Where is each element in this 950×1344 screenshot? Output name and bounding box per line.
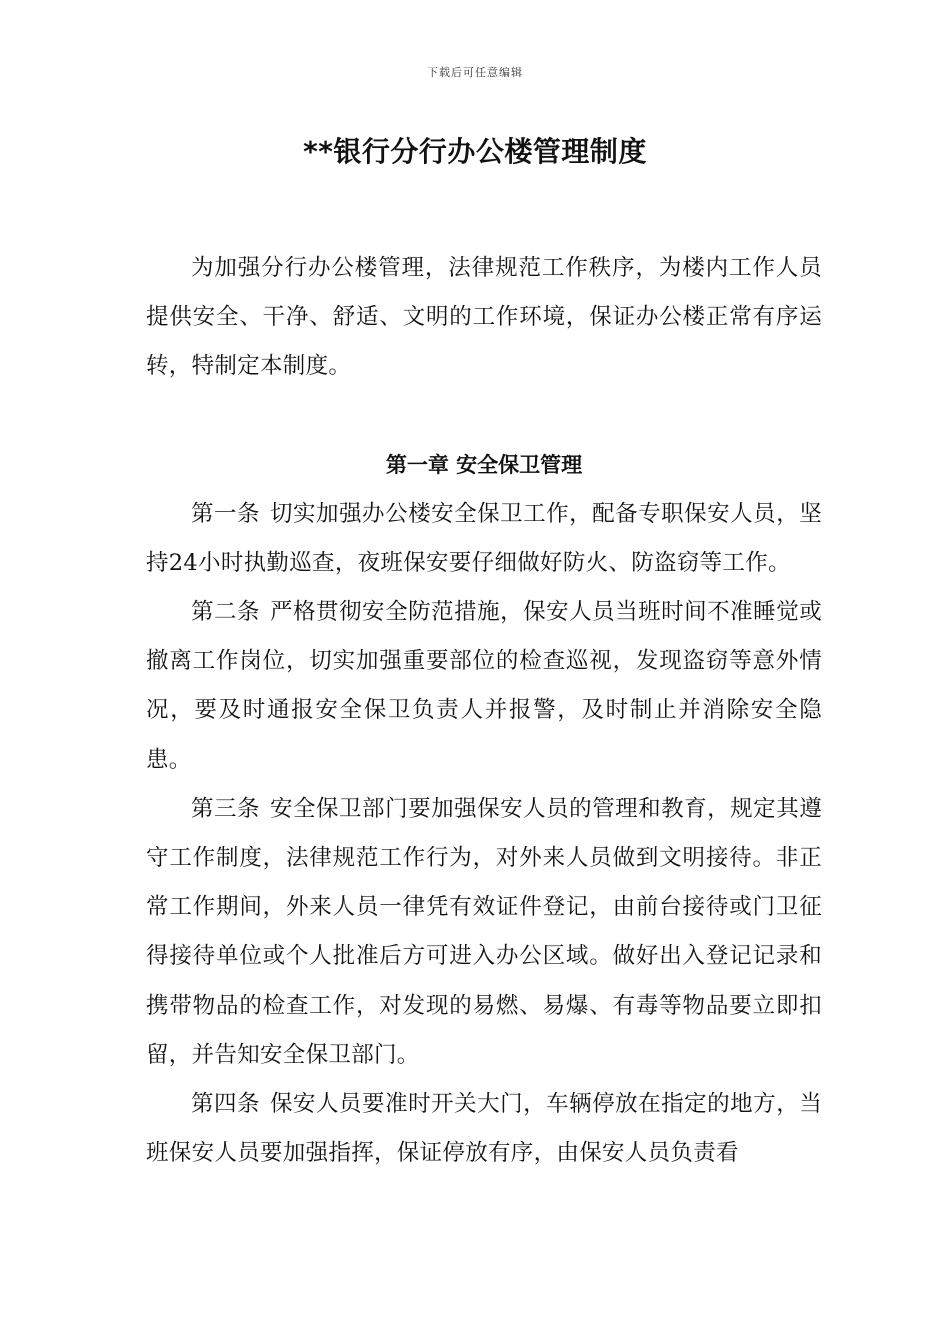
article-paragraph <box>146 785 822 1080</box>
document-body <box>146 244 822 1178</box>
article-text: 切实加强办公楼安全保卫工作，配备专职保安人员，坚持24小时执勤巡查，夜班保安要仔细做好防火、防盗窃等工作。 <box>146 500 823 576</box>
intro-paragraph: 为加强分行办公楼管理，法律规范工作秩序，为楼内工作人员提供安全、干净、舒适、文明的工作环境，保证办公楼正常有序运转，特制定本制度。 <box>146 255 822 380</box>
article-text: 严格贯彻安全防范措施，保安人员当班时间不准睡觉或撤离工作岗位，切实加强重要部位的检查巡视，发现盗窃等意外情况，要及时通报安全保卫负责人并报警，及时制止并消除安全隐患。 <box>146 599 823 773</box>
article-number: 第三条 <box>191 795 261 822</box>
chapter-heading: 第一章 安全保卫管理 <box>385 452 583 477</box>
article-paragraph <box>146 588 822 785</box>
article-number: 第四条 <box>191 1091 261 1118</box>
article-number: 第二条 <box>191 599 261 626</box>
article-paragraph <box>146 1080 822 1178</box>
article-text: 安全保卫部门要加强保安人员的管理和教育，规定其遵守工作制度，法律规范工作行为，对外来人员做到文明接待。非正常工作期间，外来人员一律凭有效证件登记，由前台接待或门卫征得接待单位或个人批准后方可进入办公区域。做好出入登记记录和携带物品的检查工作，对发现的易燃、易爆、有毒等物品要立即扣留，并告知安全保卫部门。 <box>146 795 823 1068</box>
article-text: 保安人员要准时开关大门，车辆停放在指定的地方，当班保安人员要加强指挥，保证停放有序，由保安人员负责看 <box>146 1091 823 1167</box>
article-paragraph <box>146 490 822 588</box>
article-number: 第一条 <box>191 500 261 527</box>
document-title: **银行分行办公楼管理制度 <box>303 135 647 168</box>
header-note: 下载后可任意编辑 <box>427 66 523 79</box>
